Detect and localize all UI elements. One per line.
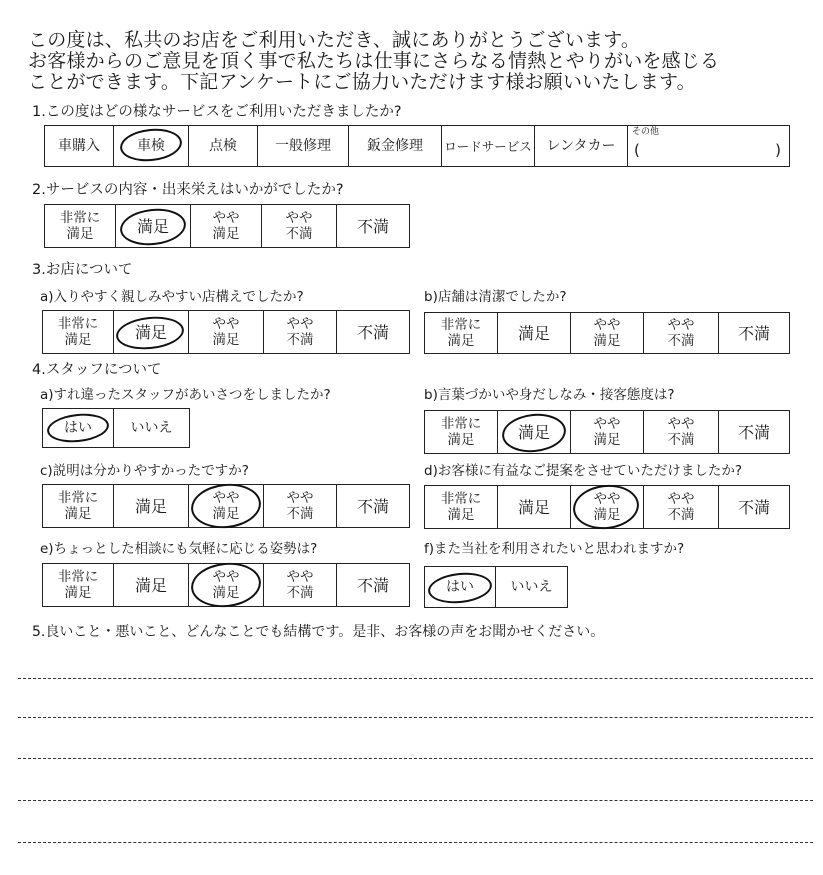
intro-line: この度は、私共のお店をご利用いただき、誠にありがとうございます。	[28, 29, 641, 51]
option-dissatisfied[interactable]	[719, 486, 789, 528]
option-satisfied[interactable]	[498, 486, 571, 528]
option-label: 車検	[137, 137, 165, 154]
option-somewhat-satisfied[interactable]	[571, 411, 644, 453]
answer-line[interactable]	[18, 842, 813, 843]
option-label: いいえ	[130, 419, 173, 436]
option-yes[interactable]	[43, 409, 114, 447]
option-label: 不満	[737, 497, 770, 517]
option-label: 満足	[134, 575, 167, 595]
option-label: 満足	[517, 422, 550, 442]
option-label: 不満	[356, 216, 389, 236]
other-label: その他	[632, 127, 660, 137]
option-label: 満足	[593, 432, 621, 448]
option-label: 満足	[212, 506, 240, 522]
option-somewhat-dissatisfied[interactable]	[264, 485, 337, 527]
option-label: やや	[212, 569, 240, 585]
option-label: 不満	[356, 322, 389, 342]
option-no[interactable]	[496, 567, 567, 607]
option-label: 満足	[517, 323, 550, 343]
option-general-repair[interactable]	[258, 126, 349, 166]
option-label: はい	[64, 419, 92, 436]
answer-line[interactable]	[18, 717, 813, 718]
question-1-options	[44, 125, 790, 167]
option-label: 不満	[737, 323, 770, 343]
option-label: 不満	[667, 507, 695, 523]
option-label: 満足	[212, 226, 240, 242]
option-dissatisfied[interactable]	[337, 564, 409, 606]
question-4c-title: c)説明は分かりやすかったですか?	[40, 463, 249, 479]
question-1-title: 1.この度はどの様なサービスをご利用いただきましたか?	[32, 104, 402, 120]
option-somewhat-dissatisfied[interactable]	[644, 411, 719, 453]
option-label: 不満	[667, 333, 695, 349]
option-label: やや	[667, 317, 695, 333]
option-label: 不満	[286, 506, 314, 522]
option-very-satisfied[interactable]	[425, 313, 498, 353]
question-2-options	[44, 204, 410, 248]
option-label: 非常に	[57, 569, 99, 585]
question-3a-options	[42, 310, 410, 354]
option-label: 非常に	[440, 416, 482, 432]
option-satisfied[interactable]	[114, 485, 189, 527]
intro-line: お客様からのご意見を頂く事で私たちは仕事にさらなる情熱とやりがいを感じる	[28, 50, 720, 72]
option-other[interactable]	[628, 126, 789, 166]
option-road-service[interactable]	[442, 126, 535, 166]
option-label: レンタカー	[546, 137, 616, 154]
option-somewhat-dissatisfied[interactable]	[644, 486, 719, 528]
option-somewhat-dissatisfied[interactable]	[264, 311, 337, 353]
option-very-satisfied[interactable]	[425, 486, 498, 528]
option-dissatisfied[interactable]	[337, 485, 409, 527]
option-somewhat-satisfied[interactable]	[189, 485, 264, 527]
option-label: 車購入	[58, 137, 100, 154]
question-3a-title: a)入りやすく親しみやすい店構えでしたか?	[40, 289, 304, 305]
option-body-repair[interactable]	[349, 126, 442, 166]
option-label: 不満	[356, 496, 389, 516]
option-label: 満足	[593, 333, 621, 349]
option-car-purchase[interactable]	[45, 126, 114, 166]
option-label: 満足	[447, 432, 475, 448]
option-somewhat-satisfied[interactable]	[571, 313, 644, 353]
option-somewhat-satisfied[interactable]	[189, 311, 264, 353]
option-label: 満足	[212, 332, 240, 348]
option-dissatisfied[interactable]	[719, 313, 789, 353]
question-4c-options	[42, 484, 410, 528]
question-5-title: 5.良いこと・悪いこと、どんなことでも結構です。是非、お客様の声をお聞かせください。	[32, 624, 605, 640]
option-label: 非常に	[59, 210, 101, 226]
option-no[interactable]	[114, 409, 189, 447]
intro-paragraph	[28, 30, 818, 93]
option-very-satisfied[interactable]	[43, 485, 114, 527]
option-label: 不満	[286, 585, 314, 601]
option-label: ロードサービス	[444, 138, 532, 154]
question-4f-title: f)また当社を利用されたいと思われますか?	[424, 541, 685, 557]
option-label: 不満	[667, 432, 695, 448]
option-label: 点検	[209, 137, 237, 154]
option-label: やや	[593, 416, 621, 432]
question-4e-title: e)ちょっとした相談にも気軽に応じる姿勢は?	[40, 541, 318, 557]
question-4e-options	[42, 563, 410, 607]
option-label: 満足	[64, 332, 92, 348]
option-somewhat-satisfied[interactable]	[191, 205, 262, 247]
answer-line[interactable]	[18, 678, 813, 679]
option-label: やや	[593, 491, 621, 507]
option-very-satisfied[interactable]	[425, 411, 498, 453]
option-label: 満足	[212, 585, 240, 601]
option-label: 満足	[136, 216, 169, 236]
option-label: 満足	[447, 333, 475, 349]
option-label: 満足	[517, 497, 550, 517]
option-dissatisfied[interactable]	[337, 311, 409, 353]
option-yes[interactable]	[425, 567, 496, 607]
option-label: やや	[286, 569, 314, 585]
option-label: 満足	[447, 507, 475, 523]
question-4b-options	[424, 410, 790, 454]
option-somewhat-satisfied[interactable]	[571, 486, 644, 528]
option-label: やや	[212, 490, 240, 506]
other-paren-close: )	[775, 141, 781, 159]
option-label: やや	[593, 317, 621, 333]
question-4d-options	[424, 485, 790, 529]
question-3b-title: b)店舗は清潔でしたか?	[424, 289, 567, 305]
option-satisfied[interactable]	[114, 564, 189, 606]
option-label: 満足	[66, 226, 94, 242]
option-inspection[interactable]	[114, 126, 189, 166]
question-2-title: 2.サービスの内容・出来栄えはいかがでしたか?	[32, 182, 344, 198]
option-dissatisfied[interactable]	[337, 205, 409, 247]
option-very-satisfied[interactable]	[43, 311, 114, 353]
other-paren-open: (	[634, 141, 640, 159]
option-satisfied[interactable]	[116, 205, 191, 247]
option-label: 不満	[286, 332, 314, 348]
option-somewhat-dissatisfied[interactable]	[264, 564, 337, 606]
option-label: やや	[285, 210, 313, 226]
option-somewhat-dissatisfied[interactable]	[644, 313, 719, 353]
option-satisfied[interactable]	[114, 311, 189, 353]
option-label: 満足	[134, 496, 167, 516]
option-rental-car[interactable]	[535, 126, 628, 166]
option-somewhat-dissatisfied[interactable]	[262, 205, 337, 247]
option-label: 満足	[64, 506, 92, 522]
question-4b-title: b)言葉づかいや身だしなみ・接客態度は?	[424, 387, 675, 403]
option-label: 不満	[737, 422, 770, 442]
option-label: 満足	[593, 507, 621, 523]
option-label: はい	[446, 578, 474, 595]
option-label: やや	[212, 210, 240, 226]
option-satisfied[interactable]	[498, 411, 571, 453]
option-label: 一般修理	[275, 137, 331, 154]
option-label: 満足	[134, 322, 167, 342]
option-label: 不満	[356, 575, 389, 595]
option-very-satisfied[interactable]	[45, 205, 116, 247]
question-4f-options	[424, 566, 568, 608]
question-3b-options	[424, 312, 790, 354]
option-label: やや	[212, 316, 240, 332]
question-4d-title: d)お客様に有益なご提案をさせていただけましたか?	[424, 463, 743, 479]
option-label: いいえ	[510, 578, 553, 595]
option-satisfied[interactable]	[498, 313, 571, 353]
intro-line: ことができます。下記アンケートにご協力いただけます様お願いいたします。	[28, 71, 696, 93]
option-label: 非常に	[57, 490, 99, 506]
answer-line[interactable]	[18, 800, 813, 801]
option-label: やや	[667, 491, 695, 507]
option-label: 鈑金修理	[367, 137, 423, 154]
question-3-heading: 3.お店について	[32, 262, 133, 278]
option-label: 不満	[285, 226, 313, 242]
option-label: 非常に	[440, 491, 482, 507]
option-somewhat-satisfied[interactable]	[189, 564, 264, 606]
option-label: 非常に	[57, 316, 99, 332]
option-check[interactable]	[189, 126, 258, 166]
option-label: 満足	[64, 585, 92, 601]
option-very-satisfied[interactable]	[43, 564, 114, 606]
option-label: 非常に	[440, 317, 482, 333]
answer-line[interactable]	[18, 758, 813, 759]
question-4a-options	[42, 408, 190, 448]
question-4-heading: 4.スタッフについて	[32, 362, 162, 378]
option-label: やや	[286, 490, 314, 506]
option-dissatisfied[interactable]	[719, 411, 789, 453]
option-label: やや	[667, 416, 695, 432]
question-4a-title: a)すれ違ったスタッフがあいさつをしましたか?	[40, 387, 331, 403]
option-label: やや	[286, 316, 314, 332]
